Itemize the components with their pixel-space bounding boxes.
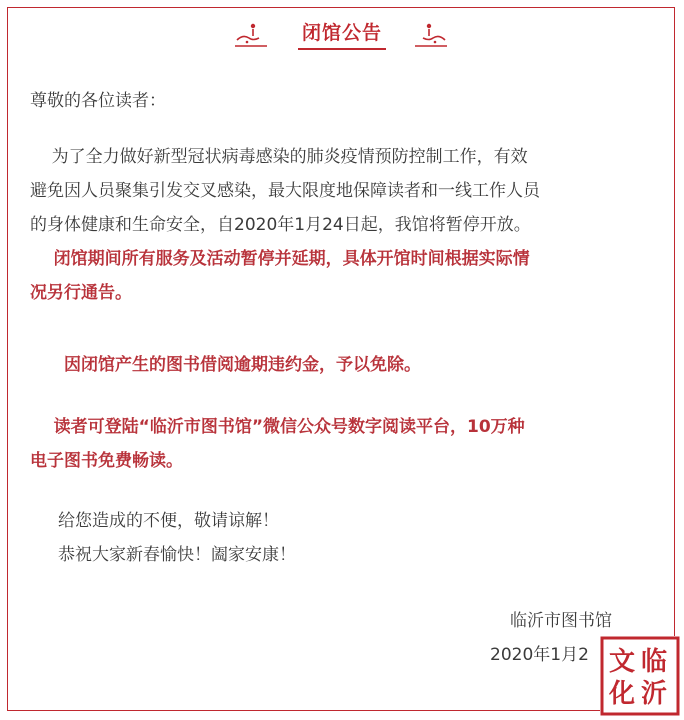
paragraph-line: 电子图书免费畅读。: [30, 451, 183, 471]
paragraph-line: 闭馆期间所有服务及活动暂停并延期，具体开馆时间根据实际情: [30, 249, 530, 269]
paragraph-line: 读者可登陆“临沂市图书馆”微信公众号数字阅读平台，10万种: [30, 417, 525, 437]
paragraph-line: 的身体健康和生命安全，自2020年1月24日起，我馆将暂停开放。: [30, 215, 531, 235]
paragraph-services-suspended: [30, 242, 530, 310]
paragraph-line: 避免因人员聚集引发交叉感染，最大限度地保障读者和一线工作人员: [30, 181, 540, 201]
paragraph-closure-notice: [30, 140, 660, 242]
greeting: 尊敬的各位读者：: [30, 91, 166, 111]
page-title: 闭馆公告: [298, 20, 386, 50]
seal-stamp-icon: [600, 636, 680, 716]
closing-greeting: 恭祝大家新春愉快！阖家安康！: [58, 545, 296, 565]
svg-text:化: 化: [608, 679, 636, 709]
paragraph-line: 况另行通告。: [30, 283, 132, 303]
paragraph-digital-reading: [30, 410, 525, 478]
cloud-ornament-icon: [233, 20, 269, 50]
paragraph-fines-waived: 因闭馆产生的图书借阅逾期违约金，予以免除。: [64, 355, 421, 375]
closing-apology: 给您造成的不便，敬请谅解！: [58, 511, 279, 531]
svg-text:沂: 沂: [640, 679, 668, 709]
notice-date: 2020年1月2: [490, 645, 589, 665]
paragraph-line: 为了全力做好新型冠状病毒感染的肺炎疫情预防控制工作，有效: [30, 147, 528, 167]
svg-text:临: 临: [640, 647, 668, 677]
notice-header: [0, 14, 684, 54]
svg-text:文: 文: [608, 647, 636, 677]
signature: 临沂市图书馆: [510, 611, 612, 631]
cloud-ornament-icon: [413, 20, 449, 50]
